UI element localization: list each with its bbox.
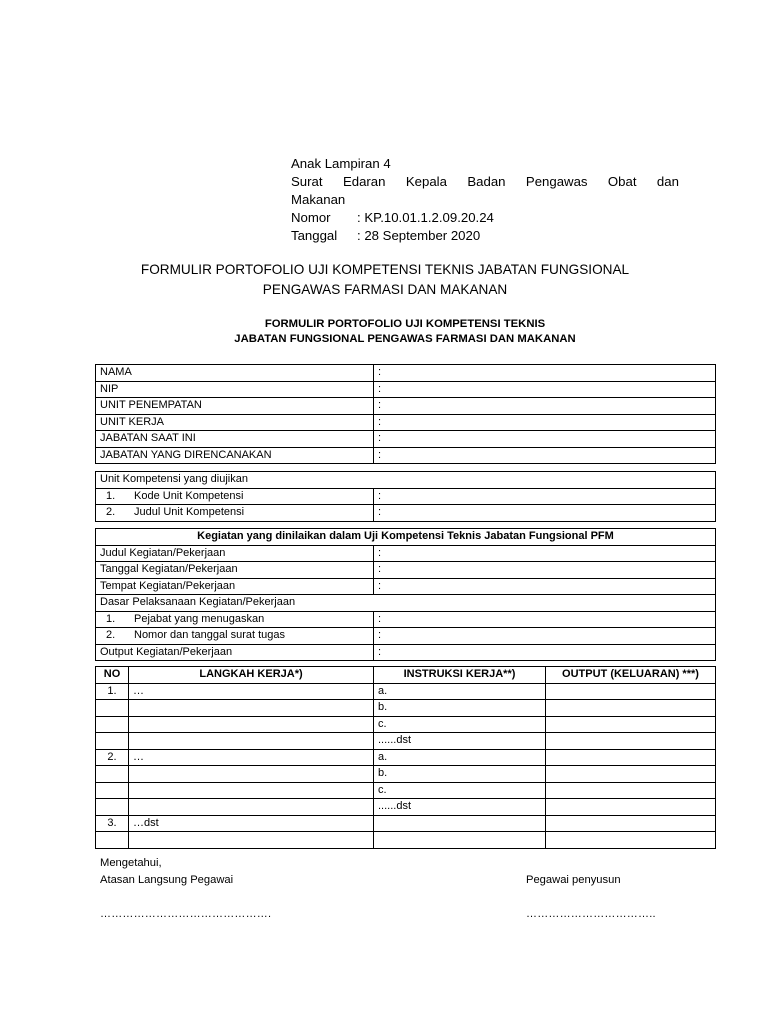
field-label: Output Kegiatan/Pekerjaan [96,644,374,661]
row-number: 2. [106,629,116,642]
table-row [96,414,716,431]
document-title [60,260,710,300]
field-value[interactable]: : [374,414,716,431]
field-value[interactable]: : [374,611,716,628]
attachment-line2 [291,173,679,191]
attachment-line1: Anak Lampiran 4 [291,156,391,171]
step-number-cell[interactable] [96,832,129,849]
table-row [96,644,716,661]
attachment-word: Obat [607,174,637,189]
table-row [96,505,716,522]
column-header-instruction: INSTRUKSI KERJA**) [374,667,546,684]
field-label: NIP [96,381,374,398]
subtitle-line1: FORMULIR PORTOFOLIO UJI KOMPETENSI TEKNIS [264,318,546,330]
supervisor-label: Atasan Langsung Pegawai [100,874,234,886]
field-value[interactable]: : [374,545,716,562]
field-value[interactable]: : [374,505,716,522]
field-value[interactable]: : [374,431,716,448]
output-cell[interactable] [546,782,716,799]
title-line2: PENGAWAS FARMASI DAN MAKANAN [262,282,508,297]
field-label: Tempat Kegiatan/Pekerjaan [96,578,374,595]
table-row [96,595,716,612]
output-cell[interactable] [546,815,716,832]
attachment-nomor [291,209,679,227]
step-cell[interactable] [129,766,374,783]
attachment-tanggal [291,227,679,245]
unit-table [95,471,716,522]
table-row [96,529,716,546]
field-label [96,611,374,628]
instruction-cell[interactable]: ......dst [374,799,546,816]
field-label: JABATAN SAAT INI [96,431,374,448]
output-cell[interactable] [546,832,716,849]
table-row [96,628,716,645]
activity-table [95,528,716,661]
field-value[interactable]: : [374,578,716,595]
steps-table [95,666,716,849]
column-header-steps: LANGKAH KERJA*) [129,667,374,684]
instruction-cell[interactable]: c. [374,716,546,733]
table-row [96,749,716,766]
row-label: Kode Unit Kompetensi [134,489,244,502]
step-cell[interactable] [129,716,374,733]
table-row [96,611,716,628]
table-row [96,700,716,717]
table-row [96,683,716,700]
step-number-cell[interactable] [96,782,129,799]
row-label: Pejabat yang menugaskan [134,612,265,625]
instruction-cell[interactable]: c. [374,782,546,799]
step-cell[interactable] [129,799,374,816]
table-row [96,365,716,382]
table-header-row [96,667,716,684]
row-number: 1. [106,612,116,625]
instruction-cell[interactable]: a. [374,683,546,700]
field-value[interactable]: : [374,562,716,579]
field-label: NAMA [96,365,374,382]
attachment-line3: Makanan [291,192,346,207]
subtitle-line2: JABATAN FUNGSIONAL PENGAWAS FARMASI DAN MAKANAN [234,333,576,345]
employee-signature-line[interactable]: …………………………….. [526,908,656,920]
field-value[interactable]: : [374,628,716,645]
table-row [96,815,716,832]
step-number-cell[interactable] [96,766,129,783]
output-cell[interactable] [546,683,716,700]
output-cell[interactable] [546,799,716,816]
attachment-header [291,155,679,245]
field-value[interactable]: : [374,488,716,505]
output-cell[interactable] [546,716,716,733]
instruction-cell[interactable]: b. [374,700,546,717]
field-value[interactable]: : [374,365,716,382]
step-number-cell[interactable] [96,700,129,717]
output-cell[interactable] [546,749,716,766]
row-number: 1. [106,489,116,502]
column-header-output: OUTPUT (KELUARAN) ***) [546,667,716,684]
output-cell[interactable] [546,733,716,750]
tanggal-label: Tanggal [291,228,338,243]
attachment-word: dan [656,174,679,189]
output-cell[interactable] [546,700,716,717]
step-number-cell[interactable]: 2. [96,749,129,766]
step-number-cell[interactable]: 3. [96,815,129,832]
attachment-word: Edaran [342,174,386,189]
field-label [96,488,374,505]
table-row [96,782,716,799]
activity-heading: Kegiatan yang dinilaikan dalam Uji Kompetensi Teknis Jabatan Fungsional PFM [96,529,716,546]
column-header-no: NO [96,667,129,684]
field-value[interactable]: : [374,447,716,464]
acknowledged-label: Mengetahui, [100,857,162,869]
field-value[interactable]: : [374,644,716,661]
table-row [96,381,716,398]
attachment-word: Badan [467,174,506,189]
row-number: 2. [106,506,116,519]
table-row [96,472,716,489]
form-subtitle [60,317,750,347]
instruction-cell[interactable]: ......dst [374,733,546,750]
attachment-word: Pengawas [525,174,588,189]
field-label: Tanggal Kegiatan/Pekerjaan [96,562,374,579]
attachment-word: Surat [291,174,323,189]
table-row [96,447,716,464]
table-row [96,799,716,816]
tanggal-value: : 28 September 2020 [357,228,481,243]
step-number-cell[interactable]: 1. [96,683,129,700]
table-row [96,545,716,562]
title-line1: FORMULIR PORTOFOLIO UJI KOMPETENSI TEKNIS JABATAN FUNGSIONAL [140,262,630,277]
field-label [96,505,374,522]
step-cell[interactable]: … [129,683,374,700]
step-cell[interactable]: …dst [129,815,374,832]
field-label: Judul Kegiatan/Pekerjaan [96,545,374,562]
attachment-word: Kepala [405,174,447,189]
field-value[interactable]: : [374,398,716,415]
field-label: JABATAN YANG DIRENCANAKAN [96,447,374,464]
instruction-cell[interactable]: b. [374,766,546,783]
step-number-cell[interactable] [96,716,129,733]
nomor-label: Nomor [291,210,331,225]
basis-heading: Dasar Pelaksanaan Kegiatan/Pekerjaan [96,595,716,612]
step-cell[interactable] [129,832,374,849]
step-cell[interactable]: … [129,749,374,766]
step-number-cell[interactable] [96,733,129,750]
field-label: UNIT KERJA [96,414,374,431]
steps-body [96,683,716,848]
identity-table [95,364,716,464]
unit-heading: Unit Kompetensi yang diujikan [96,472,716,489]
step-cell[interactable] [129,733,374,750]
field-value[interactable]: : [374,381,716,398]
table-row [96,766,716,783]
table-row [96,733,716,750]
row-label: Nomor dan tanggal surat tugas [134,629,286,642]
table-row [96,578,716,595]
table-row [96,488,716,505]
supervisor-signature-line[interactable]: ………………………………………. [100,908,272,920]
instruction-cell[interactable] [374,832,546,849]
instruction-cell[interactable] [374,815,546,832]
step-number-cell[interactable] [96,799,129,816]
employee-label: Pegawai penyusun [526,874,621,886]
table-row [96,716,716,733]
field-label: UNIT PENEMPATAN [96,398,374,415]
row-label: Judul Unit Kompetensi [134,506,245,519]
field-label [96,628,374,645]
table-row [96,562,716,579]
instruction-cell[interactable]: a. [374,749,546,766]
table-row [96,398,716,415]
table-row [96,431,716,448]
nomor-value: : KP.10.01.1.2.09.20.24 [357,210,494,225]
step-cell[interactable] [129,782,374,799]
step-cell[interactable] [129,700,374,717]
table-row [96,832,716,849]
output-cell[interactable] [546,766,716,783]
